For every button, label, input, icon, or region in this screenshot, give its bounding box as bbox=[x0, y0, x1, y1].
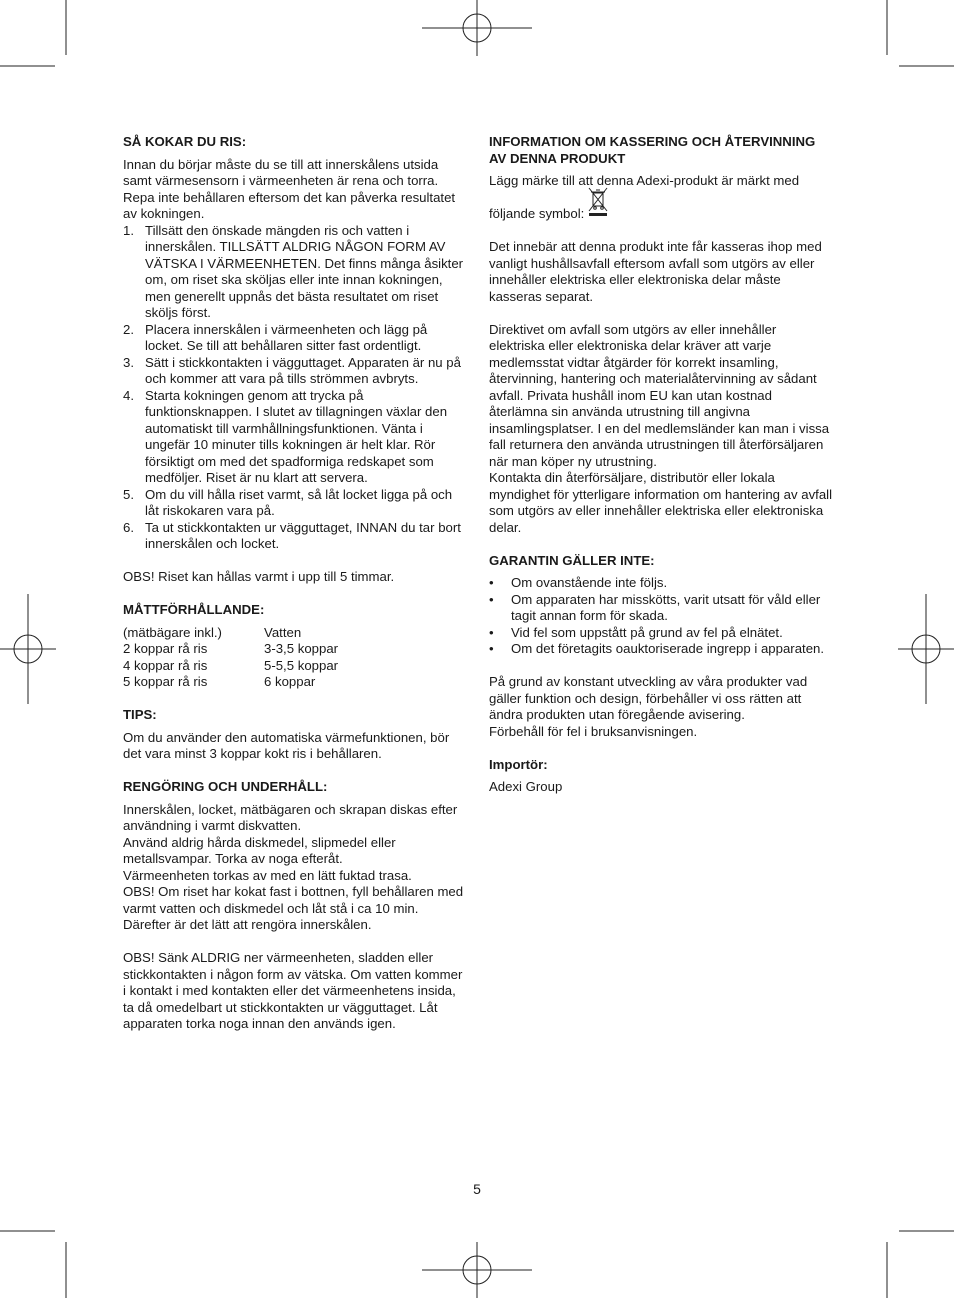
tips-text: Om du använder den automatiska värmefunktionen, bör det vara minst 3 koppar kokt ris i behållaren. bbox=[123, 729, 450, 761]
disposal-symbol-label: följande symbol: bbox=[489, 206, 585, 221]
right-column bbox=[489, 134, 834, 796]
list-item: • Om ovanstående inte följs. bbox=[489, 575, 668, 590]
tips-heading: TIPS: bbox=[123, 707, 157, 722]
crossed-out-wheelie-bin-icon bbox=[588, 187, 608, 222]
list-item: 5. Om du vill hålla riset varmt, så låt locket ligga på och låt riskokaren vara på. bbox=[123, 486, 453, 518]
page-number: 5 bbox=[473, 1181, 481, 1197]
rice-warm-note: OBS! Riset kan hållas varmt i upp till 5 timmar. bbox=[123, 569, 395, 584]
disposal-text-2: Det innebär att denna produkt inte får kasseras ihop med vanligt hushållsavfall eftersom avfall som utgörs av eller innehåller elektriska eller elektroniska delar måste kasseras separat. bbox=[489, 239, 822, 304]
table-row: (mätbägare inkl.) Vatten bbox=[123, 624, 302, 640]
disposal-text-1: Lägg märke till att denna Adexi-produkt är märkt med bbox=[489, 173, 800, 188]
importer-heading: Importör: bbox=[489, 756, 548, 772]
measures-heading: MÅTTFÖRHÅLLANDE: bbox=[123, 602, 265, 617]
list-item: 6. Ta ut stickkontakten ur vägguttaget, INNAN du tar bort innerskålen och locket. bbox=[123, 519, 461, 551]
list-item: 4. Starta kokningen genom att trycka på funktionsknappen. I slutet av tillagningen växlar den automatiskt till varmhållningsfunktionen. Vänta i ungefär 10 minuter tills kokningen är helt klar. Rör försiktigt om med det spadformiga redskapet som medföljer. Riset är nu klart att servera. bbox=[123, 387, 448, 485]
list-item: 3. Sätt i stickkontakten i vägguttaget. Apparaten är nu på och kommer att vara på tills strömmen avbryts. bbox=[123, 354, 461, 386]
list-item: • Om det företagits oauktoriserade ingrepp i apparaten. bbox=[489, 641, 825, 656]
rice-cooking-heading: SÅ KOKAR DU RIS: bbox=[123, 134, 247, 149]
rice-steps-list bbox=[123, 223, 468, 553]
warranty-heading: GARANTIN GÄLLER INTE: bbox=[489, 552, 655, 568]
disposal-heading: INFORMATION OM KASSERING OCH ÅTERVINNING AV DENNA PRODUKT bbox=[489, 134, 816, 166]
list-item: 1. Tillsätt den önskade mängden ris och vatten i innerskålen. TILLSÄTT ALDRIG NÅGON FORM AV VÄTSKA I VÄRMEENHETEN. Det finns många åsikter om, om riset ska sköljas eller inte innan kokningen, men generellt uppnås det bästa resultatet om riset sköljs först. bbox=[123, 222, 464, 320]
left-column bbox=[123, 134, 468, 1033]
cleaning-heading: RENGÖRING OCH UNDERHÅLL: bbox=[123, 779, 328, 794]
list-item: 2. Placera innerskålen i värmeenheten och lägg på locket. Se till att behållaren sitter fast ordentligt. bbox=[123, 321, 428, 353]
warranty-note: På grund av konstant utveckling av våra produkter vad gäller funktion och design, förbehåller vi oss rätten att ändra produkten utan föregående avisering. Förbehåll för fel i bruksanvisningen. bbox=[489, 674, 808, 739]
warranty-list bbox=[489, 575, 834, 658]
list-item: • Om apparaten har misskötts, varit utsatt för våld eller tagit annan form för skada. bbox=[489, 591, 821, 623]
list-item: • Vid fel som uppstått på grund av fel på elnätet. bbox=[489, 624, 783, 640]
disposal-text-3: Direktivet om avfall som utgörs av eller innehåller elektriska eller elektroniska delar kräver att varje medlemsstat vidtar åtgärder för korrekt insamling, återvinning, hantering och materialåtervinning av sådant avfall. Privata hushåll inom EU kan utan kostnad återlämna sin använda utrustning till angivna insamlingsplatser. I en del medlemsländer kan man i vissa fall returnera den använda utrustningen till återförsäljaren när man köper ny utrustning. Kontakta din återförsäljare, distributör eller lokala myndighet för ytterligare information om hantering av avfall som utgörs av eller innehåller elektriska eller elektroniska delar. bbox=[489, 321, 833, 535]
symbol-line bbox=[489, 190, 834, 223]
measures-table bbox=[123, 625, 468, 691]
cleaning-warning: OBS! Sänk ALDRIG ner värmeenheten, sladden eller stickkontakten i någon form av vätska. Om vatten kommer i kontakt i med kontakten eller det värmeenhetens insida, ta då omedelbart ut stickkontakten ur vägguttaget. Låt apparaten torka noga innan den används igen. bbox=[123, 950, 463, 1031]
table-row: 2 koppar rå ris 3-3,5 koppar bbox=[123, 641, 339, 656]
rice-intro-text: Innan du börjar måste du se till att innerskålens utsida samt värmesensorn i värmeenheten är rena och torra. Repa inte behållaren eftersom det kan påverka resultatet av kokningen. bbox=[123, 156, 456, 221]
table-row: 4 koppar rå ris 5-5,5 koppar bbox=[123, 657, 339, 673]
table-row: 5 koppar rå ris 6 koppar bbox=[123, 674, 316, 689]
cleaning-text: Innerskålen, locket, mätbägaren och skrapan diskas efter användning i varmt diskvatten. Använd aldrig hårda diskmedel, slipmedel eller metallsvampar. Torka av noga efteråt. Värmeenheten torkas av med en lätt fuktad trasa. OBS! Om riset har kokat fast i bottnen, fyll behållaren med varmt vatten och diskmedel och låt stå i ca 10 min. Därefter är det lätt att rengöra innerskålen. bbox=[123, 801, 464, 932]
importer-name: Adexi Group bbox=[489, 779, 563, 794]
